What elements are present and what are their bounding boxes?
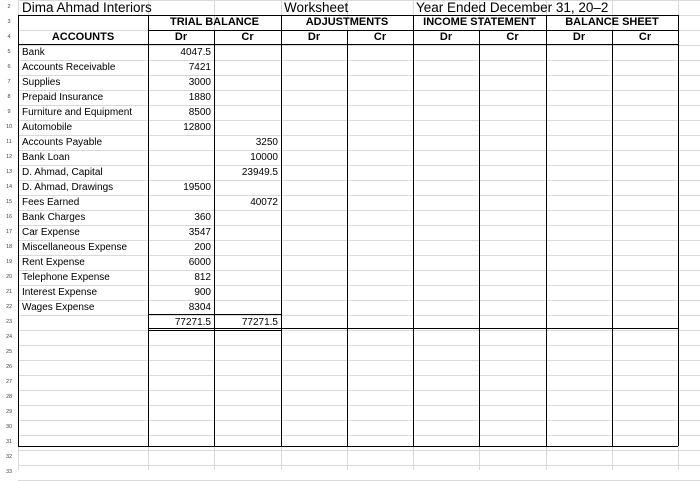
table-border	[18, 15, 678, 16]
row-number[interactable]: 22	[5, 304, 13, 310]
table-border	[18, 15, 19, 446]
grid-line	[18, 390, 700, 391]
account-name: Miscellaneous Expense	[22, 242, 128, 253]
row-number[interactable]: 26	[5, 364, 13, 370]
row-number[interactable]: 21	[5, 289, 13, 295]
grid-line	[18, 435, 700, 436]
account-name: D. Ahmad, Capital	[22, 167, 103, 178]
row-number[interactable]: 18	[5, 244, 13, 250]
grid-line	[18, 75, 700, 76]
account-name: Supplies	[22, 77, 61, 88]
account-name: Prepaid Insurance	[22, 92, 104, 103]
row-number[interactable]: 27	[5, 379, 13, 385]
row-number[interactable]: 8	[7, 94, 11, 100]
account-name: Wages Expense	[22, 302, 95, 313]
row-number[interactable]: 12	[5, 154, 13, 160]
company-name: Dima Ahmad Interiors	[22, 0, 152, 15]
grid-line	[18, 45, 700, 46]
trial-balance-dr-value: 8304	[188, 302, 211, 313]
trial-balance-dr-value: 812	[194, 272, 211, 283]
account-name: Rent Expense	[22, 257, 85, 268]
row-number[interactable]: 31	[5, 439, 13, 445]
trial-balance-dr-value: 7421	[188, 62, 211, 73]
table-border	[479, 30, 480, 446]
cr-header: Cr	[373, 31, 387, 43]
row-number[interactable]: 19	[5, 259, 13, 265]
account-name: Accounts Payable	[22, 137, 103, 148]
dr-header: Dr	[174, 31, 188, 43]
trial-balance-dr-value: 4047.5	[180, 47, 211, 58]
dr-header: Dr	[439, 31, 453, 43]
row-number[interactable]: 16	[5, 214, 13, 220]
trial-balance-dr-value: 19500	[183, 182, 211, 193]
trial-balance-dr-value: 1880	[188, 92, 211, 103]
table-border	[18, 446, 678, 447]
grid-line	[18, 360, 700, 361]
table-border	[546, 15, 547, 446]
account-name: Car Expense	[22, 227, 80, 238]
row-number[interactable]: 24	[5, 334, 13, 340]
total-line	[148, 314, 281, 315]
adjustments-header: ADJUSTMENTS	[305, 16, 389, 28]
grid-line	[18, 150, 700, 151]
table-border	[281, 328, 678, 329]
grid-line	[18, 300, 700, 301]
grid-line	[18, 285, 700, 286]
total-line	[148, 330, 281, 331]
worksheet-title: Worksheet	[284, 0, 349, 15]
grid-line	[18, 405, 700, 406]
account-name: Bank Loan	[22, 152, 70, 163]
account-name: Telephone Expense	[22, 272, 110, 283]
grid-line	[18, 420, 700, 421]
trial-balance-dr-value: 3000	[188, 77, 211, 88]
grid-line	[18, 330, 700, 331]
account-name: Interest Expense	[22, 287, 98, 298]
row-number[interactable]: 30	[5, 424, 13, 430]
trial-balance-dr-total: 77271.5	[174, 317, 211, 328]
total-line	[148, 328, 281, 329]
grid-line	[18, 450, 700, 451]
cr-header: Cr	[241, 31, 254, 43]
row-number[interactable]: 13	[5, 169, 13, 175]
grid-line	[18, 180, 700, 181]
table-border	[214, 30, 215, 446]
row-number[interactable]: 33	[5, 469, 13, 475]
row-number[interactable]: 6	[7, 64, 11, 70]
trial-balance-dr-value: 6000	[188, 257, 211, 268]
table-border	[281, 15, 282, 446]
grid-line	[18, 120, 700, 121]
row-number[interactable]: 10	[5, 124, 13, 130]
row-number[interactable]: 7	[7, 79, 11, 85]
trial-balance-dr-value: 360	[194, 212, 211, 223]
grid-line	[18, 225, 700, 226]
trial-balance-cr-value: 40072	[250, 197, 278, 208]
row-number[interactable]: 3	[7, 19, 11, 25]
cr-header: Cr	[506, 31, 519, 43]
row-number[interactable]: 11	[6, 139, 12, 145]
row-number[interactable]: 2	[7, 4, 11, 10]
row-number[interactable]: 25	[5, 349, 13, 355]
table-border	[413, 15, 414, 446]
table-border	[612, 30, 613, 446]
table-border	[148, 30, 678, 31]
row-number[interactable]: 5	[7, 49, 11, 55]
table-border	[18, 44, 678, 45]
row-number[interactable]: 9	[7, 109, 11, 115]
trial-balance-cr-value: 3250	[255, 137, 278, 148]
period-label: Year Ended December 31, 20–2	[416, 0, 609, 15]
account-name: Accounts Receivable	[22, 62, 116, 73]
row-number[interactable]: 23	[5, 319, 13, 325]
table-border	[347, 30, 348, 446]
row-number[interactable]: 20	[5, 274, 13, 280]
row-number[interactable]: 14	[5, 184, 13, 190]
grid-line	[18, 60, 700, 61]
account-name: Fees Earned	[22, 197, 80, 208]
row-number[interactable]: 15	[5, 199, 13, 205]
trial-balance-dr-value: 8500	[188, 107, 211, 118]
trial-balance-dr-value: 3547	[188, 227, 211, 238]
grid-line	[18, 315, 700, 316]
balance-sheet-header: BALANCE SHEET	[565, 16, 659, 28]
trial-balance-cr-value: 10000	[250, 152, 278, 163]
row-number[interactable]: 29	[5, 409, 13, 415]
grid-line	[18, 195, 700, 196]
trial-balance-cr-total: 77271.5	[241, 317, 278, 328]
grid-line	[18, 270, 700, 271]
trial-balance-header: TRIAL BALANCE	[169, 16, 259, 28]
account-name: Automobile	[22, 122, 73, 133]
account-name: Bank Charges	[22, 212, 86, 223]
grid-line	[18, 255, 700, 256]
grid-line	[18, 465, 700, 466]
account-name: Furniture and Equipment	[22, 107, 133, 118]
dr-header: Dr	[572, 31, 586, 43]
trial-balance-cr-value: 23949.5	[241, 167, 278, 178]
grid-line	[18, 375, 700, 376]
grid-line	[18, 165, 700, 166]
row-number[interactable]: 28	[5, 394, 13, 400]
grid-line	[18, 210, 700, 211]
account-name: Bank	[22, 47, 45, 58]
trial-balance-dr-value: 12800	[183, 122, 211, 133]
table-border	[678, 15, 679, 446]
dr-header: Dr	[307, 31, 321, 43]
cr-header: Cr	[638, 31, 652, 43]
trial-balance-dr-value: 900	[194, 287, 211, 298]
row-number[interactable]: 32	[5, 454, 13, 460]
row-number[interactable]: 4	[7, 34, 11, 40]
account-name: D. Ahmad, Drawings	[22, 182, 114, 193]
table-border	[148, 15, 149, 446]
grid-line	[18, 345, 700, 346]
grid-line	[18, 90, 700, 91]
income-statement-header: INCOME STATEMENT	[423, 16, 536, 28]
grid-line	[18, 135, 700, 136]
accounts-header: ACCOUNTS	[51, 31, 115, 43]
row-number[interactable]: 17	[5, 229, 13, 235]
trial-balance-dr-value: 200	[194, 242, 211, 253]
